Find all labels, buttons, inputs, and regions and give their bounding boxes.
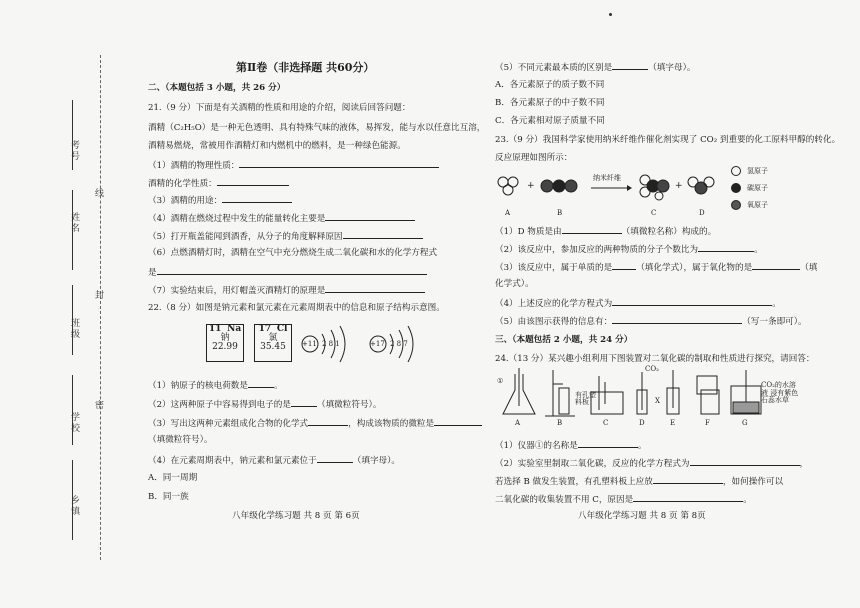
g-note: CO₂的水溶液 浸有紫色石蕊水草 [761, 381, 799, 405]
section3-heading: 三、（本题包括 2 小题，共 24 分） [495, 335, 633, 345]
cl-periodic-card [254, 324, 292, 362]
cl-nucleus: +17 [370, 340, 385, 348]
answer-blank[interactable] [653, 476, 723, 484]
q22-2-text: （2）这两种原子中容易得到电子的是 [148, 400, 291, 410]
answer-blank[interactable] [308, 418, 348, 426]
label-xuexiao: 学校 [69, 412, 79, 434]
q21-3 [148, 195, 292, 206]
q22-5b-text: （填字母）。 [648, 63, 696, 73]
legend-h-icon [731, 166, 741, 176]
q24-2b-text: 若选择 B 做发生装置，有孔塑料板上应放 [495, 477, 653, 487]
label-kaohao: 考号 [69, 140, 79, 162]
apparatus-g [731, 370, 761, 414]
app-label-b: B [557, 419, 563, 427]
q23-2: （2）该反应中，参加反应的两种物质的分子个数比为 。 [495, 245, 763, 255]
q24-2: （2）实验室里制取二氧化碳，反应的化学方程式为 ， [495, 459, 809, 469]
answer-blank[interactable] [434, 418, 482, 426]
molecule-d [688, 177, 714, 194]
answer-blank[interactable] [612, 62, 648, 70]
q22-4 [148, 455, 400, 466]
answer-blank[interactable] [633, 494, 743, 502]
apparatus-b [545, 370, 575, 416]
circle1-mark: ① [497, 377, 504, 385]
right-footer: 八年级化学练习题 共 8 页 第 8页 [578, 511, 706, 521]
mol-label-b: B [557, 209, 563, 217]
q23-5b-text: （写一条即可）。 [742, 317, 807, 327]
q23-5-text: （5）由该图示获得的信息有： [495, 317, 613, 327]
na-shells: 2 8 1 [322, 340, 340, 348]
answer-blank[interactable] [157, 267, 427, 275]
q23-3-text: （3）该反应中，属于单质的是 [495, 263, 613, 273]
svg-text:+: + [675, 181, 683, 191]
q24-2-text: （2）实验室里制取二氧化碳，反应的化学方程式为 [495, 459, 690, 469]
app-label-a: A [515, 419, 521, 427]
q21-6b-text: 是 [148, 268, 157, 278]
q21-7-text: （7）实验结束后，用灯帽盖灭酒精灯的原理是 [148, 286, 326, 296]
q24-2b [495, 476, 783, 487]
legend-o-icon [731, 200, 741, 210]
q21-3-text: （3）酒精的用途： [148, 196, 223, 206]
option-a: A．同一周期 [148, 473, 198, 483]
q23-sub: 反应原理如图所示： [495, 153, 573, 163]
q24-2d-text: 二氧化碳的收集装置不用 C，原因是 [495, 495, 634, 505]
cl-name: 氯 [268, 333, 278, 343]
q21-5-text: （5）打开瓶盖能闻到酒香，从分子的角度解释原因 [148, 232, 343, 242]
q22-3-text: （3）写出这两种元素组成化合物的化学式 [148, 419, 309, 429]
answer-blank[interactable] [612, 298, 772, 306]
q22-2 [148, 399, 381, 410]
answer-blank[interactable] [698, 244, 754, 252]
q24-1-text: （1）仪器①的名称是 [495, 441, 578, 451]
svg-text:+: + [527, 181, 535, 191]
mol-label-d: D [699, 209, 705, 217]
molecule-c [640, 175, 669, 200]
legend-h-label: 氢原子 [747, 167, 768, 175]
answer-blank[interactable] [239, 160, 439, 168]
mol-label-a: A [505, 209, 511, 217]
q22-intro: 22.（8 分）如图是钠元素和氯元素在元素周期表中的信息和原子结构示意图。 [148, 303, 445, 313]
section2-heading: 二、（本题包括 3 小题，共 26 分） [148, 83, 286, 93]
left-footer: 八年级化学练习题 共 8 页 第 6页 [232, 511, 360, 521]
apparatus-e [667, 370, 679, 414]
binding-margin [40, 40, 150, 580]
q21-text1: 酒精（C₂H₅O）是一种无色透明、具有特殊气味的液体，易挥发，能与水以任意比互溶， [148, 123, 486, 133]
legend-c-icon [731, 183, 741, 193]
apparatus-f [697, 376, 719, 414]
legend-o-label: 氧原子 [747, 201, 768, 209]
q23-3 [495, 262, 817, 273]
q23-1b-text: （填微粒名称）构成的。 [621, 227, 717, 237]
na-number: 11 [208, 324, 222, 334]
part2-title: 第Ⅱ卷（非选择题 共60分） [236, 61, 375, 74]
cl-number: 17 [258, 324, 272, 334]
label-xian: 线 [93, 188, 103, 199]
molecule-a [498, 177, 518, 195]
q21-1-text: （1）酒精的物理性质： [148, 161, 240, 171]
molecule-b [541, 180, 577, 192]
q23-intro: 23.（9 分）我国科学家使用纳米纤维作催化剂实现了 CO₂ 到重要的化工原料甲醇的转化。 [495, 135, 841, 145]
q24-2d: 二氧化碳的收集装置不用 C，原因是 。 [495, 495, 752, 505]
catalyst-label: 纳米纤维 [593, 174, 621, 182]
answer-blank[interactable] [612, 316, 742, 324]
label-mi: 密 [93, 400, 103, 411]
app-label-g: G [742, 419, 748, 427]
answer-blank[interactable] [291, 399, 317, 407]
q22-4b-text: （填字母）。 [352, 456, 401, 466]
app-label-d: D [639, 419, 645, 427]
label-banji: 班级 [69, 318, 79, 340]
q24-2c-text: ，如何操作可以 [722, 477, 784, 487]
label-feng: 封 [93, 290, 103, 301]
answer-blank[interactable] [217, 178, 289, 186]
label-xiangzhen: 乡镇 [69, 495, 79, 517]
apparatus-a [503, 368, 535, 414]
legend-c-label: 碳原子 [747, 184, 768, 192]
cl-mass: 35.45 [260, 342, 286, 352]
q23-3c-text: （填 [800, 263, 818, 273]
q22-5 [495, 62, 695, 73]
q22-5-text: （5）不同元素最本质的区别是 [495, 63, 613, 73]
app-label-c: C [603, 419, 609, 427]
q23-3b-text: （填化学式），属于氧化物的是 [636, 263, 753, 273]
answer-blank[interactable] [325, 285, 425, 293]
na-periodic-card [206, 324, 244, 362]
answer-blank[interactable] [578, 440, 638, 448]
option-b: B．同一族 [148, 492, 189, 502]
q21-2-text: 酒精的化学性质： [148, 179, 217, 189]
co2-note: CO₂ [645, 365, 659, 373]
app-label-e: E [670, 419, 676, 427]
x-note: X [655, 397, 660, 405]
na-mass: 22.99 [212, 342, 238, 352]
app-label-f: F [705, 419, 710, 427]
q22-1-text: （1）钠原子的核电荷数是 [148, 381, 248, 391]
q21-5 [148, 231, 423, 242]
q21-6b [148, 267, 427, 278]
xuexiao-line [72, 375, 73, 445]
apparatus-diagram [495, 366, 791, 422]
q22-3b-text: ，构成该物质的微粒是 [348, 419, 435, 429]
answer-blank[interactable] [612, 262, 636, 270]
q22-2b-text: （填微粒符号）。 [316, 400, 382, 410]
q21-6: （6）点燃酒精灯时，酒精在空气中充分燃烧生成二氧化碳和水的化学方程式 [148, 248, 438, 258]
q23-1 [495, 226, 716, 237]
q24-1: （1）仪器①的名称是 。 [495, 441, 647, 451]
answer-blank[interactable] [562, 226, 622, 234]
na-symbol: Na [227, 324, 242, 334]
cl-shells: 2 8 7 [390, 340, 408, 348]
q24-intro: 24.（13 分）某兴趣小组利用下图装置对二氧化碳的制取和性质进行探究，请回答： [495, 354, 815, 364]
q23-1-text: （1）D 物质是由 [495, 227, 562, 237]
cl-symbol: Cl [276, 324, 288, 334]
answer-blank[interactable] [690, 458, 800, 466]
q22-1: （1）钠原子的核电荷数是 。 [148, 381, 283, 391]
q23-4-text: （4）上述反应的化学方程式为 [495, 299, 613, 309]
q23-4: （4）上述反应的化学方程式为 。 [495, 299, 781, 309]
q22-3c: （填微粒符号）。 [148, 435, 213, 445]
q22-3 [148, 418, 482, 429]
seal-line [100, 55, 101, 560]
apparatus-d [637, 372, 647, 414]
na-name: 钠 [220, 333, 230, 343]
right-option-c: C．各元素相对原子质量不同 [495, 116, 605, 126]
answer-blank[interactable] [325, 213, 415, 221]
q23-2-text: （2）该反应中，参加反应的两种物质的分子个数比为 [495, 245, 699, 255]
label-xingming: 姓名 [69, 212, 79, 234]
q22-4-text: （4）在元素周期表中，钠元素和氯元素位于 [148, 456, 317, 466]
q21-4 [148, 213, 415, 224]
q21-2 [148, 178, 289, 189]
q21-text2: 酒精易燃烧，常被用作酒精灯和内燃机中的燃料，是一种绿色能源。 [148, 141, 406, 151]
q23-5 [495, 316, 807, 327]
answer-blank[interactable] [752, 262, 800, 270]
right-option-a: A．各元素原子的质子数不同 [495, 80, 605, 90]
right-option-b: B．各元素原子的中子数不同 [495, 98, 605, 108]
q21-4-text: （4）酒精在燃烧过程中发生的能量转化主要是 [148, 214, 326, 224]
answer-blank[interactable] [248, 380, 274, 388]
scan-speck [609, 13, 612, 16]
na-nucleus: +11 [302, 340, 317, 348]
q23-3d: 化学式）。 [495, 279, 534, 289]
q21-intro: 21.（9 分）下面是有关酒精的性质和用途的介绍，阅读后回答问题： [148, 103, 411, 113]
answer-blank[interactable] [222, 195, 292, 203]
answer-blank[interactable] [343, 231, 423, 239]
plate-note: 有孔塑料板 [575, 391, 596, 406]
q21-7 [148, 285, 425, 296]
q21-1 [148, 160, 439, 171]
reaction-diagram [495, 166, 745, 210]
answer-blank[interactable] [317, 455, 353, 463]
mol-label-c: C [651, 209, 657, 217]
